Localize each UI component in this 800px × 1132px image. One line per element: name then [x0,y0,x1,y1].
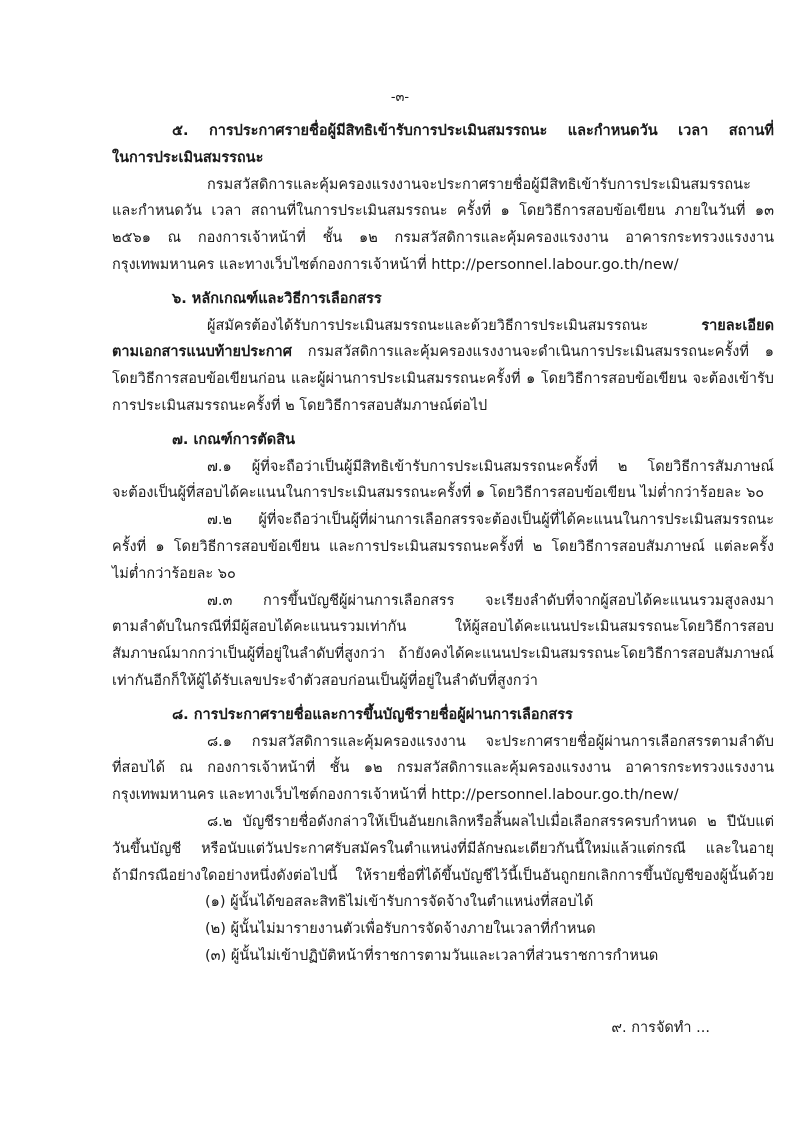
continuation-marker: ๙. การจัดทำ ... [611,1020,710,1036]
paragraph-line: กรุงเทพมหานคร และทางเว็บไซต์กองการเจ้าหน้าที่ http://personnel.labour.go.th/new/ [112,256,679,273]
section-heading: ในการประเมินสมรรถนะ [112,149,264,166]
paragraph-line: ๘.๑ กรมสวัสดิการและคุ้มครองแรงงาน จะประกาศรายชื่อผู้ผ่านการเลือกสรรตามลำดับ [207,733,774,750]
section [112,118,774,279]
section-heading: ๗. เกณฑ์การตัดสิน [172,431,295,448]
paragraph-line: ถ้ามีกรณีอย่างใดอย่างหนึ่งดังต่อไปนี้ ให้รายชื่อที่ได้ขึ้นบัญชีไว้นี้เป็นอันถูกยกเลิกการขึ้นบัญชีของผู้นั้นด้วย [112,867,774,884]
section [112,427,774,695]
bold-text: ตามเอกสารแนบท้ายประกาศ [112,344,292,361]
section [112,286,774,420]
paragraph-line: สัมภาษณ์มากกว่าเป็นผู้ที่อยู่ในลำดับที่สูงกว่า ถ้ายังคงได้คะแนนประเมินสมรรถนะโดยวิธีการสอบสัมภาษณ์ [112,646,774,663]
paragraph-line: โดยวิธีการสอบข้อเขียนก่อน และผู้ผ่านการประเมินสมรรถนะครั้งที่ ๑ โดยวิธีการสอบข้อเขียน จะต้องเข้ารับ [112,371,774,388]
paragraph-line: การประเมินสมรรถนะครั้งที่ ๒ โดยวิธีการสอบสัมภาษณ์ต่อไป [112,397,488,414]
section-heading: ๘. การประกาศรายชื่อและการขึ้นบัญชีรายชื่อผู้ผ่านการเลือกสรร [172,706,573,723]
paragraph-line: ๗.๑ ผู้ที่จะถือว่าเป็นผู้มีสิทธิเข้ารับการประเมินสมรรถนะครั้งที่ ๒ โดยวิธีการสัมภาษณ์ [207,458,774,475]
list-item: (๑) ผู้นั้นได้ขอสละสิทธิไม่เข้ารับการจัดจ้างในตำแหน่งที่สอบได้ [205,894,594,911]
paragraph-line: ไม่ต่ำกว่าร้อยละ ๖๐ [112,565,236,582]
document-body [112,118,774,977]
bold-text: รายละเอียด [701,317,774,334]
paragraph-line: ที่สอบได้ ณ กองการเจ้าหน้าที่ ชั้น ๑๒ กรมสวัสดิการและคุ้มครองแรงงาน อาคารกระทรวงแรงงาน [112,760,774,777]
section-heading: ๕. การประกาศรายชื่อผู้มีสิทธิเข้ารับการประเมินสมรรถนะ และกำหนดวัน เวลา สถานที่ [172,123,774,139]
paragraph-line: ตามเอกสารแนบท้ายประกาศ กรมสวัสดิการและคุ้มครองแรงงานจะดำเนินการประเมินสมรรถนะครั้งที่ ๑ [112,344,774,361]
paragraph-line: ๗.๒ ผู้ที่จะถือว่าเป็นผู้ที่ผ่านการเลือกสรรจะต้องเป็นผู้ที่ได้คะแนนในการประเมินสมรรถนะ [207,512,774,529]
paragraph-line: กรุงเทพมหานคร และทางเว็บไซต์กองการเจ้าหน้าที่ http://personnel.labour.go.th/new/ [112,787,679,804]
paragraph-line: กรมสวัสดิการและคุ้มครองแรงงานจะประกาศรายชื่อผู้มีสิทธิเข้ารับการประเมินสมรรถนะ [207,176,751,193]
paragraph-line: ตามลำดับในกรณีที่มีผู้สอบได้คะแนนรวมเท่ากัน ให้ผู้สอบได้คะแนนประเมินสมรรถนะโดยวิธีการสอบ [112,619,774,636]
list-item: (๓) ผู้นั้นไม่เข้าปฏิบัติหน้าที่ราชการตามวันและเวลาที่ส่วนราชการกำหนด [205,947,659,964]
paragraph-line: ๗.๓ การขึ้นบัญชีผู้ผ่านการเลือกสรร จะเรียงลำดับที่จากผู้สอบได้คะแนนรวมสูงลงมา [207,592,774,609]
paragraph-line: และกำหนดวัน เวลา สถานที่ในการประเมินสมรรถนะ ครั้งที่ ๑ โดยวิธีการสอบข้อเขียน ภายในวันที่ ๑๓ [112,203,774,220]
page-number: -๓- [390,90,410,105]
paragraph-line: ๒๕๖๑ ณ กองการเจ้าหน้าที่ ชั้น ๑๒ กรมสวัสดิการและคุ้มครองแรงงาน อาคารกระทรวงแรงงาน [112,230,774,247]
paragraph-line: เท่ากันอีกก็ให้ผู้ได้รับเลขประจำตัวสอบก่อนเป็นผู้ที่อยู่ในลำดับที่สูงกว่า [112,672,538,689]
section-heading: ๖. หลักเกณฑ์และวิธีการเลือกสรร [172,290,382,307]
section [112,702,774,970]
paragraph-line: ครั้งที่ ๑ โดยวิธีการสอบข้อเขียน และการประเมินสมรรถนะครั้งที่ ๒ โดยวิธีการสอบสัมภาษณ์ แต่ละครั้ง [112,538,774,555]
paragraph-line: วันขึ้นบัญชี หรือนับแต่วันประกาศรับสมัครในตำแหน่งที่มีลักษณะเดียวกันนี้ใหม่แล้วแต่กรณี และในอายุ [112,840,774,857]
paragraph-line: ๘.๒ บัญชีรายชื่อดังกล่าวให้เป็นอันยกเลิกหรือสิ้นผลไปเมื่อเลือกสรรครบกำหนด ๒ ปีนับแต่ [207,813,774,830]
paragraph-line: ผู้สมัครต้องได้รับการประเมินสมรรถนะและด้วยวิธีการประเมินสมรรถนะ รายละเอียด [207,317,774,334]
list-item: (๒) ผู้นั้นไม่มารายงานตัวเพื่อรับการจัดจ้างภายในเวลาที่กำหนด [205,921,596,938]
paragraph-line: จะต้องเป็นผู้ที่สอบได้คะแนนในการประเมินสมรรถนะครั้งที่ ๑ โดยวิธีการสอบข้อเขียน ไม่ต่ำกว่าร้อยละ ๖๐ [112,485,765,502]
